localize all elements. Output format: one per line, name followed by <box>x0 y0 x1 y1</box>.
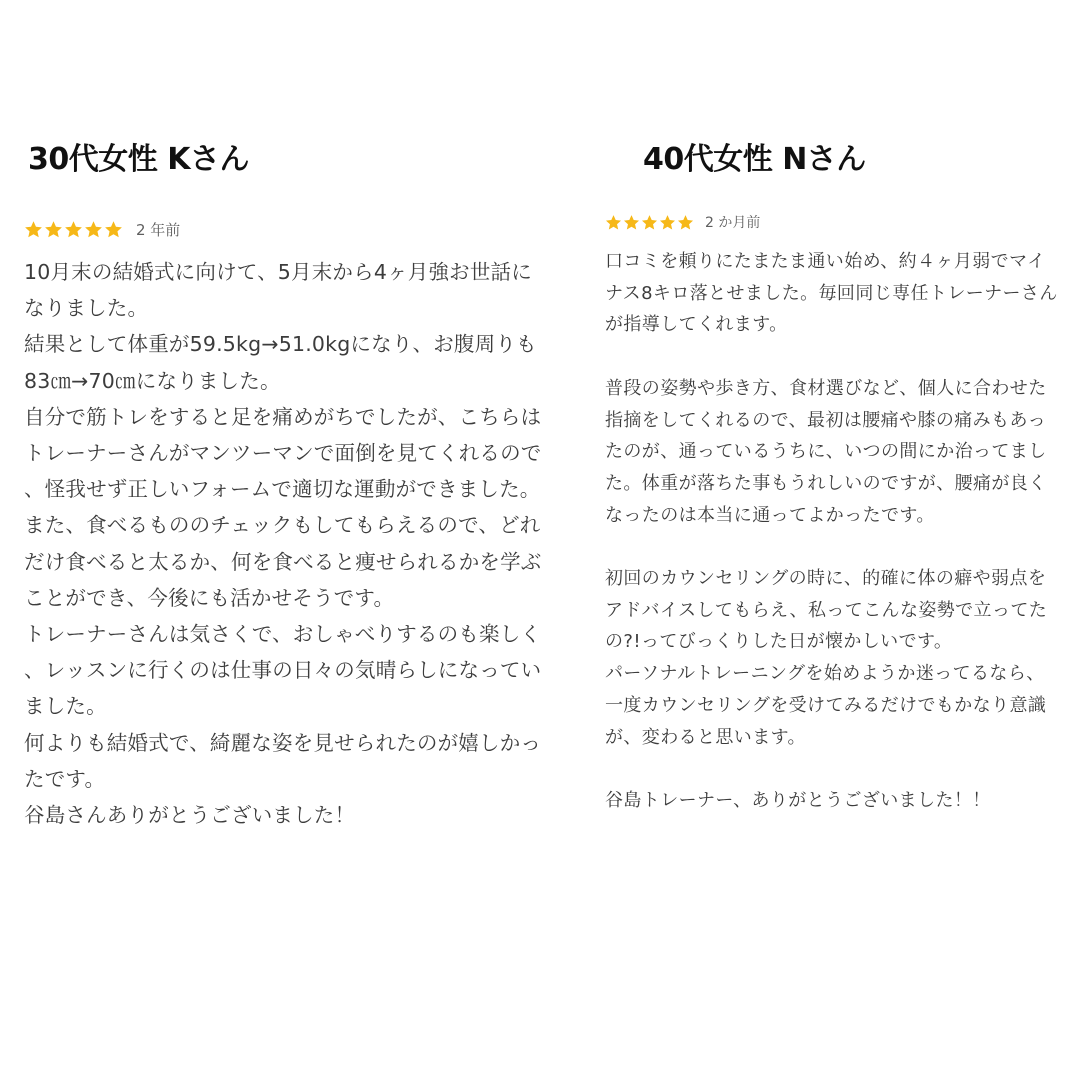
review-text: 10月末の結婚式に向けて、5月末から4ヶ月強お世話になりました。 結果として体重が59.5kg→51.0kgになり、お腹周りも83㎝→70㎝になりました。 自分で筋トレをすると足を痛めがちでしたが、こちらはトレーナーさんがマンツーマンで面倒を見てくれるので、怪我せず正しいフォームで適切な運動ができました。また、食べるもののチェックもしてもらえるので、どれだけ食べると太るか、何を食べると痩せられるかを学ぶことができ、今後にも活かせそうです。 トレーナーさんは気さくで、おしゃべりするのも楽しく、レッスンに行くのは仕事の日々の気晴らしになっていました。 何よりも結婚式で、綺麗な姿を見せられたのが嬉しかったです。 谷島さんありがとうございました！ <box>24 260 542 828</box>
star-icon <box>44 220 63 239</box>
star-icon <box>104 220 123 239</box>
star-icon <box>84 220 103 239</box>
review-date: 2 年前 <box>136 220 181 239</box>
star-rating <box>605 214 695 231</box>
rating-row <box>605 210 1060 234</box>
rating-row <box>24 217 544 241</box>
star-icon <box>24 220 43 239</box>
star-icon <box>641 214 658 231</box>
reviewer-name: 40代女性 Nさん <box>643 142 866 177</box>
star-icon <box>623 214 640 231</box>
star-icon <box>677 214 694 231</box>
star-rating <box>24 220 124 239</box>
reviewer-name: 30代女性 Kさん <box>28 142 249 177</box>
star-icon <box>659 214 676 231</box>
review-card-n <box>605 140 1060 817</box>
review-date: 2 か月前 <box>705 215 761 231</box>
review-text: 口コミを頼りにたまたま通い始め、約４ヶ月弱でマイナス8キロ落とせました。毎回同じ専任トレーナーさんが指導してくれます。 普段の姿勢や歩き方、食材選びなど、個人に合わせた指摘をしてくれるので、最初は腰痛や膝の痛みもあったのが、通っているうちに、いつの間にか治ってました。体重が落ちた事もうれしいのですが、腰痛が良くなったのは本当に通ってよかったです。 初回のカウンセリングの時に、的確に体の癖や弱点をアドバイスしてもらえ、私ってこんな姿勢で立ってたの?!ってびっくりした日が懐かしいです。 パーソナルトレーニングを始めようか迷ってるなら、一度カウンセリングを受けてみるだけでもかなり意識が、変わると思います。 谷島トレーナー、ありがとうございました！！ <box>605 251 1058 811</box>
star-icon <box>64 220 83 239</box>
star-icon <box>605 214 622 231</box>
review-card-k <box>24 140 544 833</box>
